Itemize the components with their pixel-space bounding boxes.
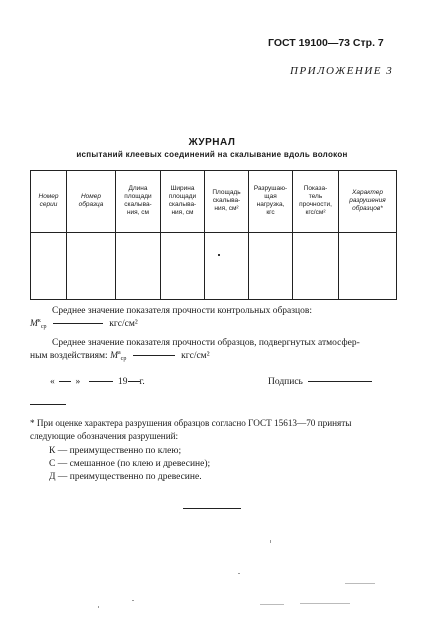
footnote-item-glue: К — преимущественно по клею; — [49, 446, 182, 456]
standard-header: ГОСТ 19100—73 Стр. 7 — [268, 37, 384, 49]
appendix-label: ПРИЛОЖЕНИЕ 3 — [290, 65, 394, 77]
control-symbol: M — [30, 319, 38, 329]
exposed-symbol: M — [110, 351, 118, 361]
footnote-intro-line2: следующие обозначения разрушений: — [30, 431, 179, 441]
scan-speck — [238, 573, 240, 574]
scan-speck — [300, 603, 350, 604]
column-header-shear-length: Длина площади скалыва- ния, см — [124, 185, 152, 216]
year-prefix: 19 — [118, 377, 128, 387]
date-line — [50, 377, 145, 387]
exposed-mean-text-line2: ным воздействиям: — [30, 351, 108, 361]
scan-speck — [345, 583, 375, 584]
column-header-shear-area: Площадь скалыва- ния, см² — [212, 189, 241, 212]
scan-speck — [132, 600, 134, 601]
footnote-item-wood: Д — преимущественно по древесине. — [49, 472, 202, 482]
column-header-sample-number: Номер образца — [78, 193, 104, 208]
exposed-unit: кгс/см² — [181, 351, 210, 361]
exposed-mean-text-line1: Среднее значение показателя прочности образцов, подвергнутых атмосфер- — [52, 338, 360, 348]
scan-speck — [260, 604, 284, 605]
table-header-divider — [30, 232, 397, 233]
signature-blank — [308, 381, 372, 382]
signature-label: Подпись — [268, 377, 303, 387]
journal-subtitle: испытаний клеевых соединений на скалывание вдоль волокон — [76, 150, 348, 159]
control-unit: кгс/см² — [109, 319, 138, 329]
footnote-separator — [30, 404, 66, 405]
scan-speck — [270, 540, 271, 543]
day-blank — [59, 381, 71, 382]
table-right-border — [396, 170, 397, 300]
control-superscript: к — [37, 318, 41, 324]
exposed-subscript: ср — [120, 356, 127, 362]
column-header-series-number: Номер серии — [38, 193, 59, 208]
year-suffix: г. — [139, 377, 145, 387]
exposed-value-blank — [133, 355, 175, 356]
control-subscript: ср — [40, 324, 47, 330]
table-bottom-border — [30, 299, 397, 300]
closing-rule — [183, 508, 241, 509]
column-header-shear-width: Ширина площади скалыва- ния, см — [168, 185, 197, 216]
control-mean-text: Среднее значение показателя прочности контрольных образцов: — [52, 306, 312, 316]
column-header-breaking-load: Разрушаю- щая нагрузка, кгс — [253, 185, 288, 216]
journal-table — [30, 170, 397, 300]
signature-line — [268, 377, 372, 387]
exposed-mean-formula — [30, 350, 210, 362]
month-blank — [89, 381, 113, 382]
exposed-superscript: а — [118, 350, 121, 356]
footnote-item-mixed: С — смешанное (по клею и древесине); — [49, 459, 211, 469]
stray-mark — [218, 254, 220, 256]
column-header-failure-type: Характер разрушения образцов* — [349, 189, 386, 212]
date-open-quote: « — [50, 377, 55, 387]
control-value-blank — [53, 323, 103, 324]
column-header-strength-index: Показа- тель прочности, кгс/см² — [299, 185, 332, 216]
journal-title: ЖУРНАЛ — [188, 137, 236, 148]
footnote-intro-line1: * При оценке характера разрушения образцов согласно ГОСТ 15613—70 приняты — [30, 418, 352, 428]
date-close-quote: » — [75, 377, 81, 387]
year-blank — [128, 381, 140, 382]
scan-speck — [98, 606, 99, 608]
control-mean-formula — [30, 318, 138, 330]
